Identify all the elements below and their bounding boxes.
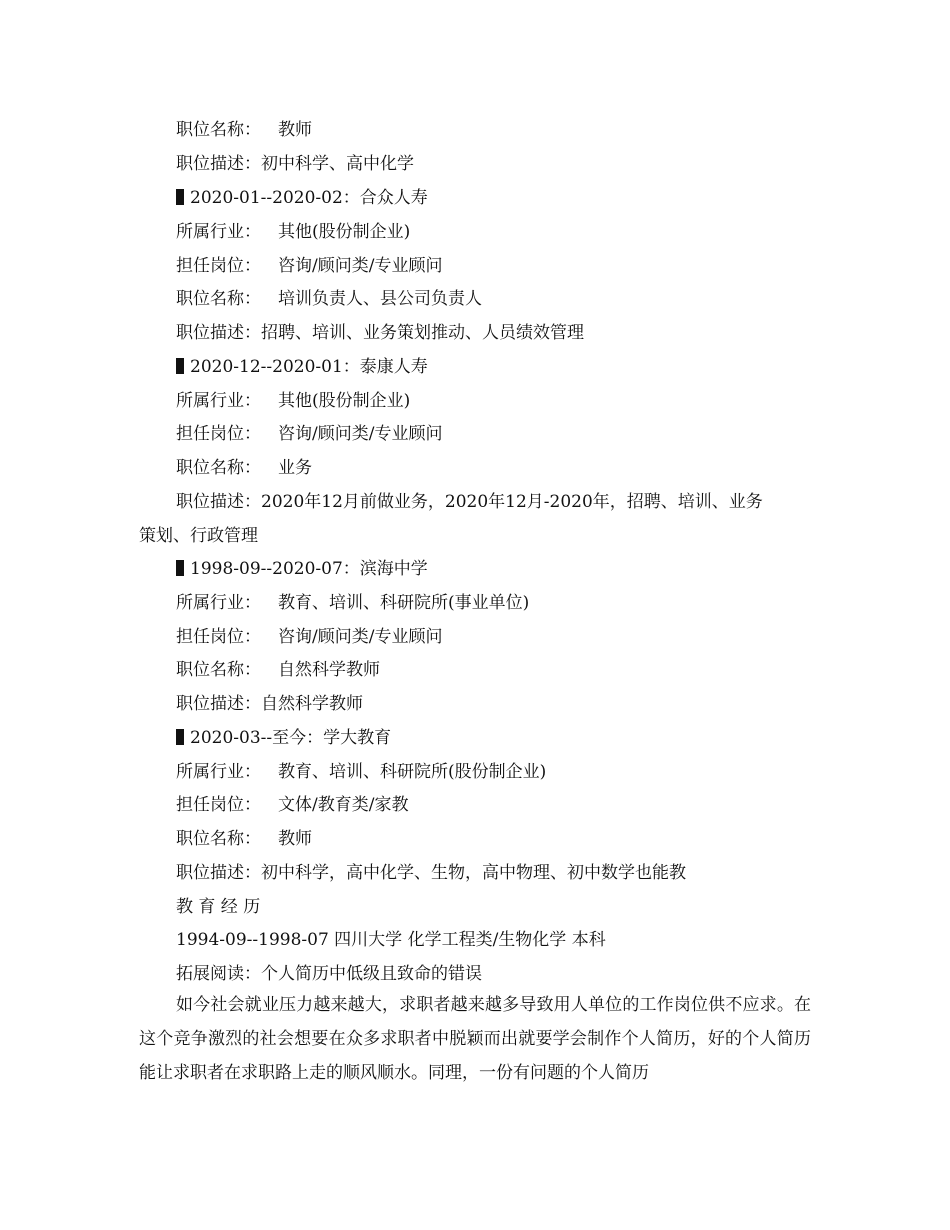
job-5-header bbox=[176, 727, 391, 749]
field-value: 业务 bbox=[278, 458, 312, 478]
field-label: 担任岗位： bbox=[176, 424, 261, 444]
job-3-header bbox=[176, 356, 428, 378]
job-3-industry-row bbox=[176, 390, 410, 412]
field-value: 自然科学教师 bbox=[278, 660, 380, 680]
job-header-text: 2020-03--至今：学大教育 bbox=[190, 728, 392, 748]
field-label: 担任岗位： bbox=[176, 795, 261, 815]
field-label: 担任岗位： bbox=[176, 627, 261, 647]
field-value: 咨询/顾问类/专业顾问 bbox=[278, 424, 443, 444]
job-3-position-row bbox=[176, 423, 442, 445]
field-label: 所属行业： bbox=[176, 762, 261, 782]
field-value: 教育、培训、科研院所(事业单位) bbox=[278, 593, 530, 613]
job-5-title-row bbox=[176, 828, 312, 850]
job-3-title-row bbox=[176, 457, 312, 479]
field-label: 职位名称： bbox=[176, 829, 261, 849]
job-4-header bbox=[176, 558, 428, 580]
field-value: 初中科学、高中化学 bbox=[261, 154, 414, 174]
education-heading: 教 育 经 历 bbox=[176, 897, 261, 917]
job-header-text: 2020-12--2020-01：泰康人寿 bbox=[190, 357, 428, 377]
job-1-title-row bbox=[176, 119, 312, 141]
job-2-header bbox=[176, 187, 428, 209]
field-label: 职位名称： bbox=[176, 660, 261, 680]
job-1-desc-row bbox=[176, 153, 414, 175]
field-label: 职位名称： bbox=[176, 289, 261, 309]
field-label: 所属行业： bbox=[176, 391, 261, 411]
field-value: 培训负责人、县公司负责人 bbox=[278, 289, 482, 309]
job-2-desc-row bbox=[176, 322, 584, 344]
bullet-square-icon bbox=[176, 189, 184, 205]
field-label: 职位描述： bbox=[176, 863, 261, 883]
field-label: 担任岗位： bbox=[176, 256, 261, 276]
job-5-position-row bbox=[176, 794, 408, 816]
bullet-square-icon bbox=[176, 358, 184, 374]
job-header-text: 2020-01--2020-02：合众人寿 bbox=[190, 188, 428, 208]
job-4-industry-row bbox=[176, 592, 529, 614]
job-3-desc-continuation: 策划、行政管理 bbox=[139, 526, 258, 546]
job-2-industry-row bbox=[176, 221, 410, 243]
field-value: 教师 bbox=[278, 120, 312, 140]
field-label: 所属行业： bbox=[176, 222, 261, 242]
bullet-square-icon bbox=[176, 560, 184, 576]
field-label: 职位名称： bbox=[176, 120, 261, 140]
field-label: 职位描述： bbox=[176, 694, 261, 714]
job-3-desc-row: 职位描述：2020年12月前做业务，2020年12月-2020年，招聘、培训、业务 bbox=[176, 492, 763, 512]
field-value: 教师 bbox=[278, 829, 312, 849]
body-paragraph: 如今社会就业压力越来越大，求职者越来越多导致用人单位的工作岗位供不应求。在这个竞争激烈的社会想要在众多求职者中脱颖而出就要学会制作个人简历，好的个人简历能让求职者在求职路上走的顺风顺水。同理，一份有问题的个人简历 bbox=[139, 995, 811, 1083]
job-5-industry-row bbox=[176, 761, 546, 783]
field-value: 教育、培训、科研院所(股份制企业) bbox=[278, 762, 547, 782]
job-4-desc-row bbox=[176, 693, 363, 715]
job-4-title-row bbox=[176, 659, 380, 681]
field-value: 其他(股份制企业) bbox=[278, 222, 411, 242]
field-value: 文体/教育类/家教 bbox=[278, 795, 409, 815]
field-value: 咨询/顾问类/专业顾问 bbox=[278, 627, 443, 647]
job-header-text: 1998-09--2020-07：滨海中学 bbox=[190, 559, 428, 579]
education-entry: 1994-09--1998-07 四川大学 化学工程类/生物化学 本科 bbox=[176, 930, 606, 950]
field-label: 所属行业： bbox=[176, 593, 261, 613]
job-4-position-row bbox=[176, 626, 442, 648]
bullet-square-icon bbox=[176, 729, 184, 745]
field-label: 职位描述： bbox=[176, 323, 261, 343]
field-value: 其他(股份制企业) bbox=[278, 391, 411, 411]
field-label: 职位名称： bbox=[176, 458, 261, 478]
field-value: 初中科学，高中化学、生物，高中物理、初中数学也能教 bbox=[261, 863, 686, 883]
job-2-title-row bbox=[176, 288, 482, 310]
field-value: 招聘、培训、业务策划推动、人员绩效管理 bbox=[261, 323, 584, 343]
job-2-position-row bbox=[176, 255, 442, 277]
field-label: 职位描述： bbox=[176, 154, 261, 174]
field-value: 自然科学教师 bbox=[261, 694, 363, 714]
job-5-desc-row bbox=[176, 862, 686, 884]
extended-reading-title: 拓展阅读：个人简历中低级且致命的错误 bbox=[176, 964, 482, 984]
field-value: 咨询/顾问类/专业顾问 bbox=[278, 256, 443, 276]
